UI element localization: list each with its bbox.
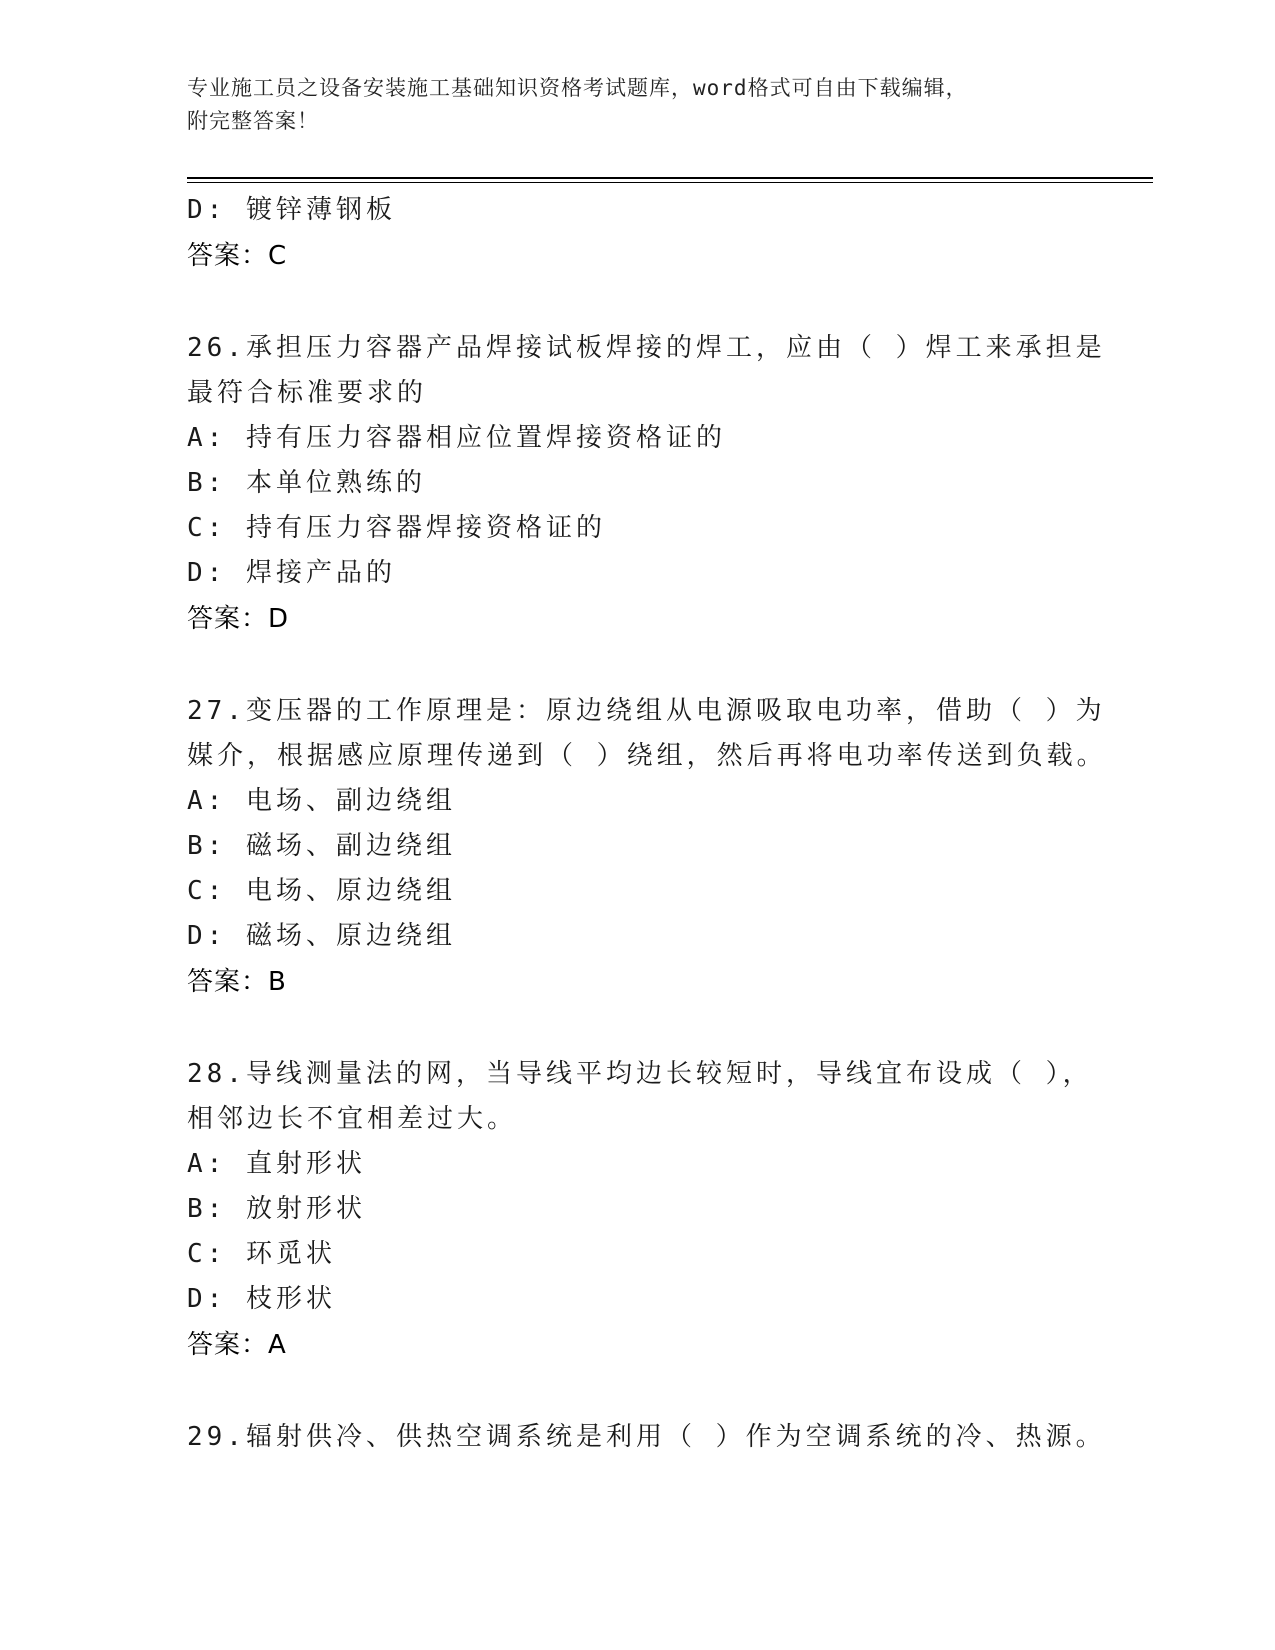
answer-line: 答案：B (187, 967, 287, 997)
question-stem-line: 27.变压器的工作原理是：原边绕组从电源吸取电功率，借助（ ）为 (187, 696, 1106, 726)
option-b: B: 磁场、副边绕组 (187, 831, 456, 861)
option-d: D: 焊接产品的 (187, 558, 396, 588)
question-stem-line: 29.辐射供冷、供热空调系统是利用（ ）作为空调系统的冷、热源。 (187, 1422, 1106, 1452)
option-b: B: 放射形状 (187, 1194, 366, 1224)
question-stem-line: 26.承担压力容器产品焊接试板焊接的焊工，应由（ ）焊工来承担是 (187, 333, 1106, 363)
option-d: D: 镀锌薄钢板 (187, 195, 396, 225)
header-line-2: 附完整答案！ (187, 109, 319, 133)
option-c: C: 持有压力容器焊接资格证的 (187, 513, 606, 543)
option-d: D: 枝形状 (187, 1284, 336, 1314)
answer-line: 答案：C (187, 241, 288, 271)
answer-line: 答案：A (187, 1330, 287, 1360)
question-28 (187, 1052, 1153, 1368)
question-content (187, 188, 1153, 1460)
option-a: A: 直射形状 (187, 1149, 366, 1179)
option-b: B: 本单位熟练的 (187, 468, 426, 498)
question-stem-line: 最符合标准要求的 (187, 378, 428, 408)
option-c: C: 环觅状 (187, 1239, 336, 1269)
previous-question-tail (187, 188, 1153, 279)
question-stem-line: 媒介，根据感应原理传递到（ ）绕组，然后再将电功率传送到负载。 (187, 741, 1107, 771)
question-27 (187, 689, 1153, 1005)
option-a: A: 电场、副边绕组 (187, 786, 456, 816)
question-stem-line: 相邻边长不宜相差过大。 (187, 1104, 518, 1134)
option-d: D: 磁场、原边绕组 (187, 921, 456, 951)
option-a: A: 持有压力容器相应位置焊接资格证的 (187, 423, 726, 453)
header-line-1: 专业施工员之设备安装施工基础知识资格考试题库，word格式可自由下载编辑， (187, 76, 968, 100)
answer-line: 答案：D (187, 604, 290, 634)
question-26 (187, 326, 1153, 642)
option-c: C: 电场、原边绕组 (187, 876, 456, 906)
header-rule-thin (187, 182, 1153, 183)
question-29 (187, 1415, 1153, 1460)
question-stem-line: 28.导线测量法的网，当导线平均边长较短时，导线宜布设成（ ）， (187, 1059, 1093, 1089)
document-header (187, 72, 1067, 138)
header-rule-thick (187, 177, 1153, 179)
